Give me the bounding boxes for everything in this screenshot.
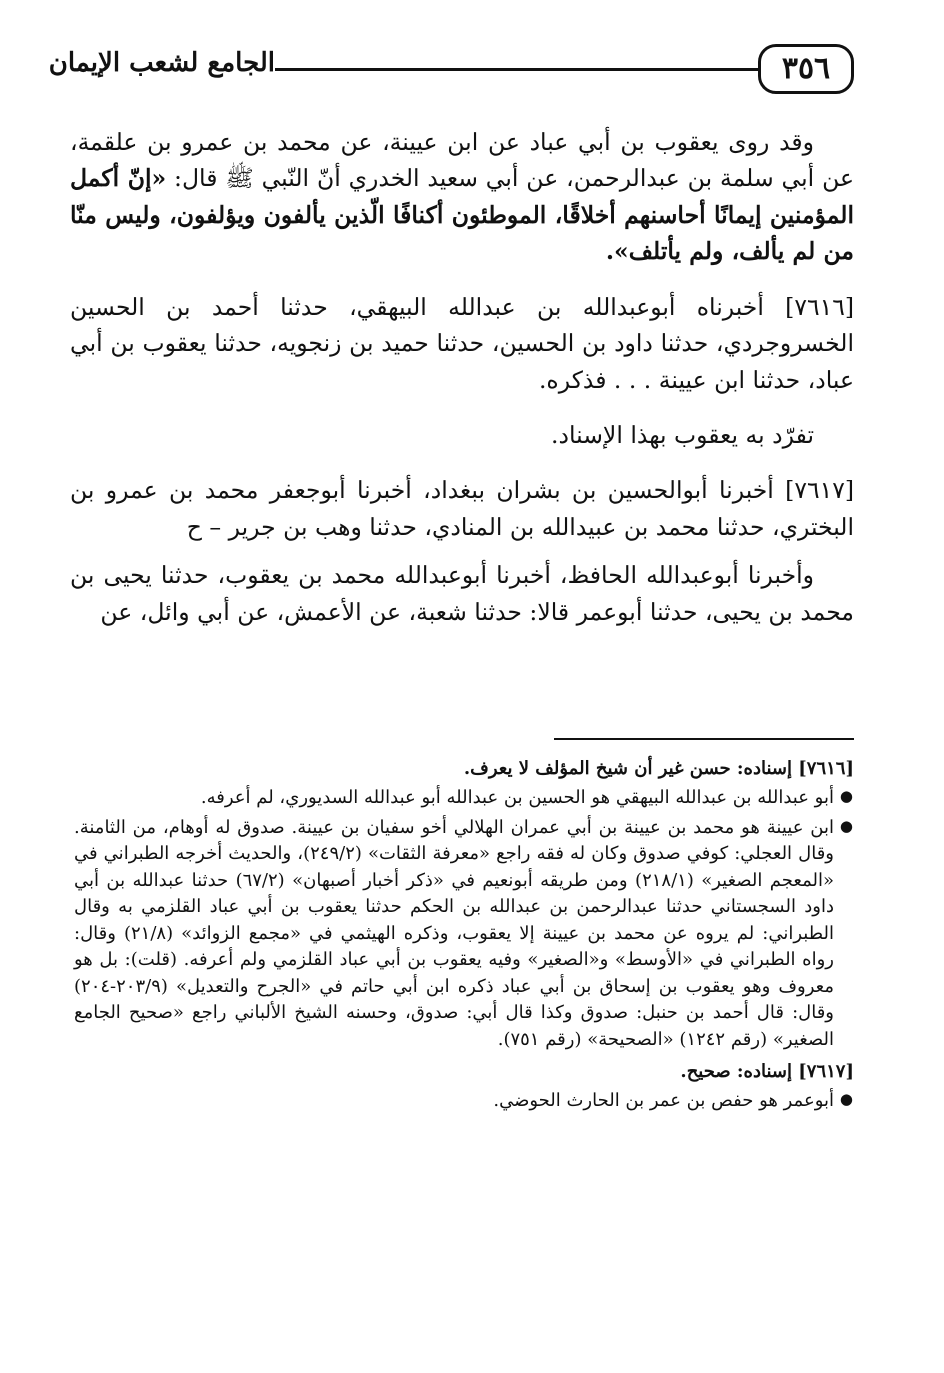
footnote-rule [554, 738, 854, 740]
page-header [48, 42, 854, 102]
bullet-icon: ● [839, 787, 853, 806]
footnote-item [74, 785, 854, 811]
book-title: الجامع لشعب الإيمان [48, 48, 275, 78]
paragraph-chain: وأخبرنا أبوعبدالله الحافظ، أخبرنا أبوعبدالله محمد بن يعقوب، حدثنا يحيى بن محمد بن يحيى، حدثنا أبوعمر قالا: حدثنا شعبة، عن الأعمش، عن أبي وائل، عن [70, 561, 854, 626]
bullet-icon: ● [839, 816, 853, 835]
intro-text: وقد روى يعقوب بن أبي عباد عن ابن عيينة، عن محمد بن عمرو بن علقمة، عن أبي سلمة بن عبدالرحمن، عن أبي سعيد الخدري أنّ النّبي ﷺ قال: [70, 128, 854, 193]
footnote-item-text: ابن عيينة هو محمد بن عيينة بن أبي عمران الهلالي أخو سفيان بن عيينة. صدوق له أوهام، من الثامنة. وقال العجلي: كوفي صدوق وكان له فقه راجع «معرفة الثقات» (٢٤٩/٢)، والحديث أخرجه الطبراني في «المعجم الصغير» (٢١٨/١) ومن طريقه أبونعيم في «ذكر أخبار أصبهان» (٦٧/٢) حدثنا عبدالله بن أبي داود السجستاني حدثنا عبدالرحمن بن عبدالله بن الحكم حدثنا يعقوب بن أبي عباد القلزمي به وقال الطبراني: لم يروه عن محمد بن عيينة إلا يعقوب، وذكره الهيثمي في «مجمع الزوائد» (٢١/٨) وقال: رواه الطبراني في «الأوسط» و«الصغير» وفيه يعقوب بن أبي عباد القلزمي ولم أعرفه. (قلت): بل هو معروف وهو يعقوب بن إسحاق بن أبي عباد ذكره ابن أبي حاتم في «الجرح والتعديل» (٢٠٣/٩-٢٠٤) وقال: قال أحمد بن حنبل: صدوق وكذا قال أبي: صدوق، وحسنه الشيخ الألباني راجع «صحيح الجامع الصغير» (رقم ١٢٤٢) «الصحيحة» (رقم ٧٥١). [74, 816, 834, 1050]
hadith-text: «إنّ أكمل المؤمنين إيمانًا أحاسنهم أخلاقًا، الموطئون أكنافًا الّذين يألفون ويؤلفون، وليس منّا من لم يألف، ولم يأتلف». [70, 164, 854, 266]
paragraph-7617: [٧٦١٧] أخبرنا أبوالحسين بن بشران ببغداد، أخبرنا أبوجعفر محمد بن عمرو بن البختري، حدثنا محمد بن عبيدالله بن المنادي، حدثنا وهب بن جرير – ح [70, 476, 854, 541]
bullet-icon: ● [839, 1090, 853, 1109]
main-text [70, 124, 854, 649]
paragraph-7616: [٧٦١٦] أخبرناه أبوعبدالله بن عبدالله البيهقي، حدثنا أحمد بن الحسين الخسروجردي، حدثنا داود بن الحسين، حدثنا حميد بن زنجويه، حدثنا يعقوب بن أبي عباد، حدثنا ابن عيينة . . . فذكره. [70, 292, 854, 394]
page-number-badge: ٣٥٦ [758, 44, 854, 94]
paragraph-note: تفرّد به يعقوب بهذا الإسناد. [551, 420, 814, 449]
paragraph-intro [70, 124, 854, 270]
footnote-item [74, 1088, 854, 1114]
footnote-item-text: أبوعمر هو حفص بن عمر بن الحارث الحوضي. [493, 1090, 834, 1112]
footnotes [74, 756, 854, 1118]
footnote-heading-7617: [٧٦١٧] إسناده: صحيح. [680, 1060, 854, 1082]
footnote-heading-7616: [٧٦١٦] إسناده: حسن غير أن شيخ المؤلف لا يعرف. [463, 758, 854, 779]
footnote-item [74, 815, 854, 1053]
header-rule [275, 68, 758, 71]
footnote-item-text: أبو عبدالله بن عبدالله البيهقي هو الحسين بن عبدالله أبو عبدالله السديوري، لم أعرفه. [200, 787, 834, 809]
